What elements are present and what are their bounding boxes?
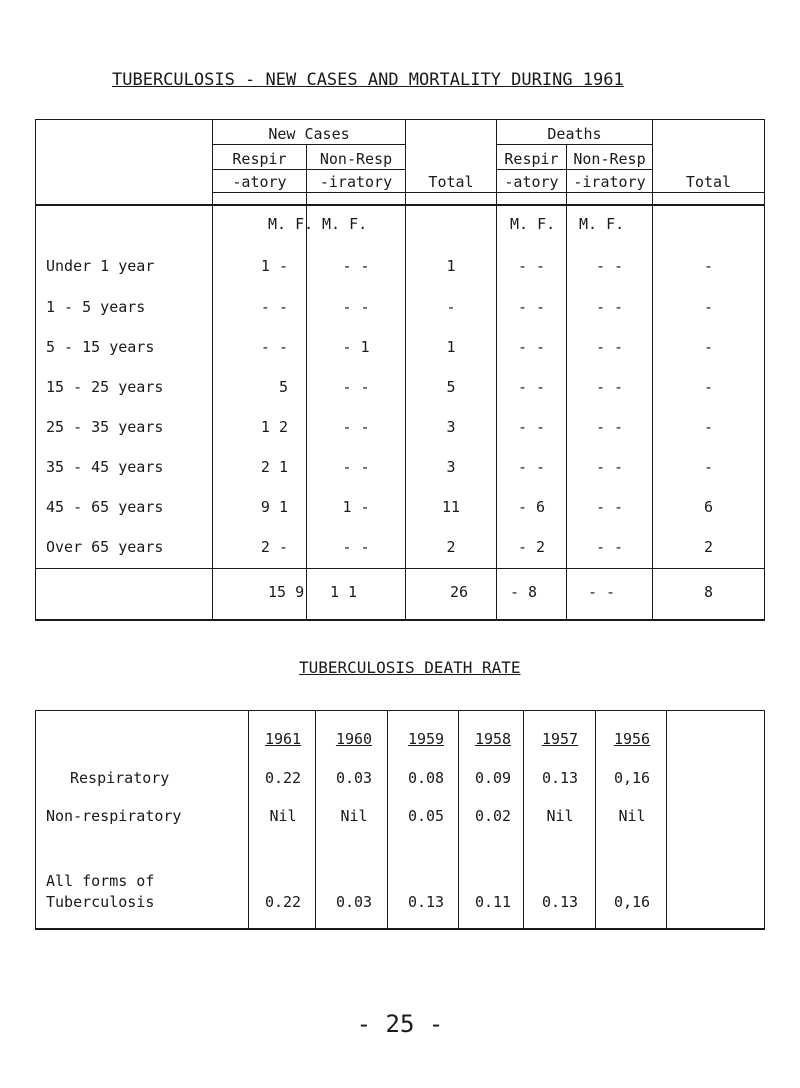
sex-label: M. F. [510, 215, 556, 233]
death-resp-value: - - [517, 298, 546, 316]
rate-value: Nil [340, 807, 368, 825]
age-group-label: 45 - 65 years [46, 498, 164, 516]
death-nonresp-value: - - [595, 498, 624, 516]
total-d-total: 8 [704, 583, 714, 601]
new-nonresp-value: - - [342, 418, 370, 436]
new-resp-value: - - [260, 298, 288, 316]
total-resp: 15 9 [268, 583, 305, 601]
rate-value: 0.08 [407, 769, 445, 787]
new-total-value: - [446, 298, 456, 316]
rate-value: 0.02 [474, 807, 512, 825]
age-group-label: 25 - 35 years [46, 418, 164, 436]
new-nonresp-value: - - [342, 298, 370, 316]
year-1958: 1958 [474, 730, 512, 748]
death-nonresp-value: - - [595, 418, 624, 436]
sex-label: M. F. [579, 215, 625, 233]
rate-value: 0,16 [613, 893, 651, 911]
age-group-label: Over 65 years [46, 538, 164, 556]
rate-value: 0.03 [335, 893, 373, 911]
new-nonresp-value: - 1 [342, 338, 370, 356]
age-group-label: 15 - 25 years [46, 378, 164, 396]
death-total-value: - [703, 257, 714, 275]
new-total-value: 5 [446, 378, 456, 396]
new-cases-header: New Cases [268, 125, 350, 143]
age-group-label: Under 1 year [46, 257, 155, 275]
death-resp-value: - - [517, 257, 546, 275]
row-label: All forms of [46, 872, 155, 890]
rate-value: 0.09 [474, 769, 512, 787]
death-resp-value: - - [517, 458, 546, 476]
death-resp-value: - 2 [517, 538, 546, 556]
year-1959: 1959 [407, 730, 445, 748]
col-respir-1: Respir [232, 150, 287, 168]
new-total-value: 1 [446, 338, 456, 356]
death-resp-value: - - [517, 378, 546, 396]
year-1960: 1960 [335, 730, 373, 748]
death-total-value: - [703, 338, 714, 356]
col-d-total: Total [685, 173, 732, 191]
rate-value: 0.11 [474, 893, 512, 911]
death-resp-value: - 6 [517, 498, 546, 516]
new-total-value: 3 [446, 418, 456, 436]
row-label: Non-respiratory [46, 807, 182, 825]
total-d-resp: - 8 [510, 583, 538, 601]
death-nonresp-value: - - [595, 378, 624, 396]
new-total-value: 1 [446, 257, 456, 275]
rate-value: 0.13 [541, 769, 579, 787]
new-resp-value: - - [260, 338, 288, 356]
col-nonresp-1: Non-Resp [319, 150, 393, 168]
death-rate-title: TUBERCULOSIS DEATH RATE [299, 658, 521, 677]
year-1957: 1957 [541, 730, 579, 748]
new-total-value: 3 [446, 458, 456, 476]
new-nonresp-value: - - [342, 458, 370, 476]
year-1961: 1961 [264, 730, 302, 748]
new-resp-value: 2 1 [260, 458, 288, 476]
death-total-value: 6 [703, 498, 714, 516]
age-group-label: 1 - 5 years [46, 298, 146, 316]
age-group-label: 35 - 45 years [46, 458, 164, 476]
col-respir-2: -atory [232, 173, 287, 191]
page-number: - 25 - [356, 1010, 444, 1038]
death-total-value: - [703, 378, 714, 396]
new-nonresp-value: 1 - [342, 498, 370, 516]
rate-value: 0.03 [335, 769, 373, 787]
col-d-nonresp-2: -iratory [573, 173, 646, 191]
col-d-respir-1: Respir [504, 150, 559, 168]
new-resp-value: 2 - [260, 538, 288, 556]
col-d-respir-2: -atory [504, 173, 559, 191]
row-label: Tuberculosis [46, 893, 155, 911]
rate-value: 0.13 [407, 893, 445, 911]
sex-label: M. F. [322, 215, 368, 233]
death-total-value: - [703, 458, 714, 476]
row-label: Respiratory [70, 769, 170, 787]
death-resp-value: - - [517, 338, 546, 356]
death-nonresp-value: - - [595, 338, 624, 356]
death-nonresp-value: - - [595, 298, 624, 316]
total-nonresp: 1 1 [330, 583, 358, 601]
death-total-value: 2 [703, 538, 714, 556]
age-group-label: 5 - 15 years [46, 338, 155, 356]
new-resp-value: 9 1 [260, 498, 288, 516]
year-1956: 1956 [613, 730, 651, 748]
new-total-value: 2 [446, 538, 456, 556]
new-nonresp-value: - - [342, 257, 370, 275]
new-resp-value: 5 [278, 378, 288, 396]
death-resp-value: - - [517, 418, 546, 436]
new-total-value: 11 [441, 498, 461, 516]
rate-value: 0.22 [264, 769, 302, 787]
rate-value: Nil [546, 807, 574, 825]
rate-value: Nil [618, 807, 646, 825]
death-total-value: - [703, 298, 714, 316]
rate-value: 0,16 [613, 769, 651, 787]
new-nonresp-value: - - [342, 538, 370, 556]
page-title: TUBERCULOSIS - NEW CASES AND MORTALITY DURING 1961 [112, 70, 624, 90]
col-nonresp-2: -iratory [319, 173, 393, 191]
death-nonresp-value: - - [595, 257, 624, 275]
deaths-header: Deaths [547, 125, 602, 143]
new-resp-value: 1 - [260, 257, 288, 275]
rate-value: 0.05 [407, 807, 445, 825]
new-resp-value: 1 2 [260, 418, 288, 436]
col-total: Total [428, 173, 474, 191]
total-total: 26 [450, 583, 469, 601]
total-d-nonresp: - - [588, 583, 616, 601]
rate-value: Nil [269, 807, 297, 825]
death-total-value: - [703, 418, 714, 436]
death-nonresp-value: - - [595, 538, 624, 556]
col-d-nonresp-1: Non-Resp [573, 150, 646, 168]
rate-value: 0.22 [264, 893, 302, 911]
rate-value: 0.13 [541, 893, 579, 911]
sex-label: M. F. [268, 215, 314, 233]
death-nonresp-value: - - [595, 458, 624, 476]
new-nonresp-value: - - [342, 378, 370, 396]
